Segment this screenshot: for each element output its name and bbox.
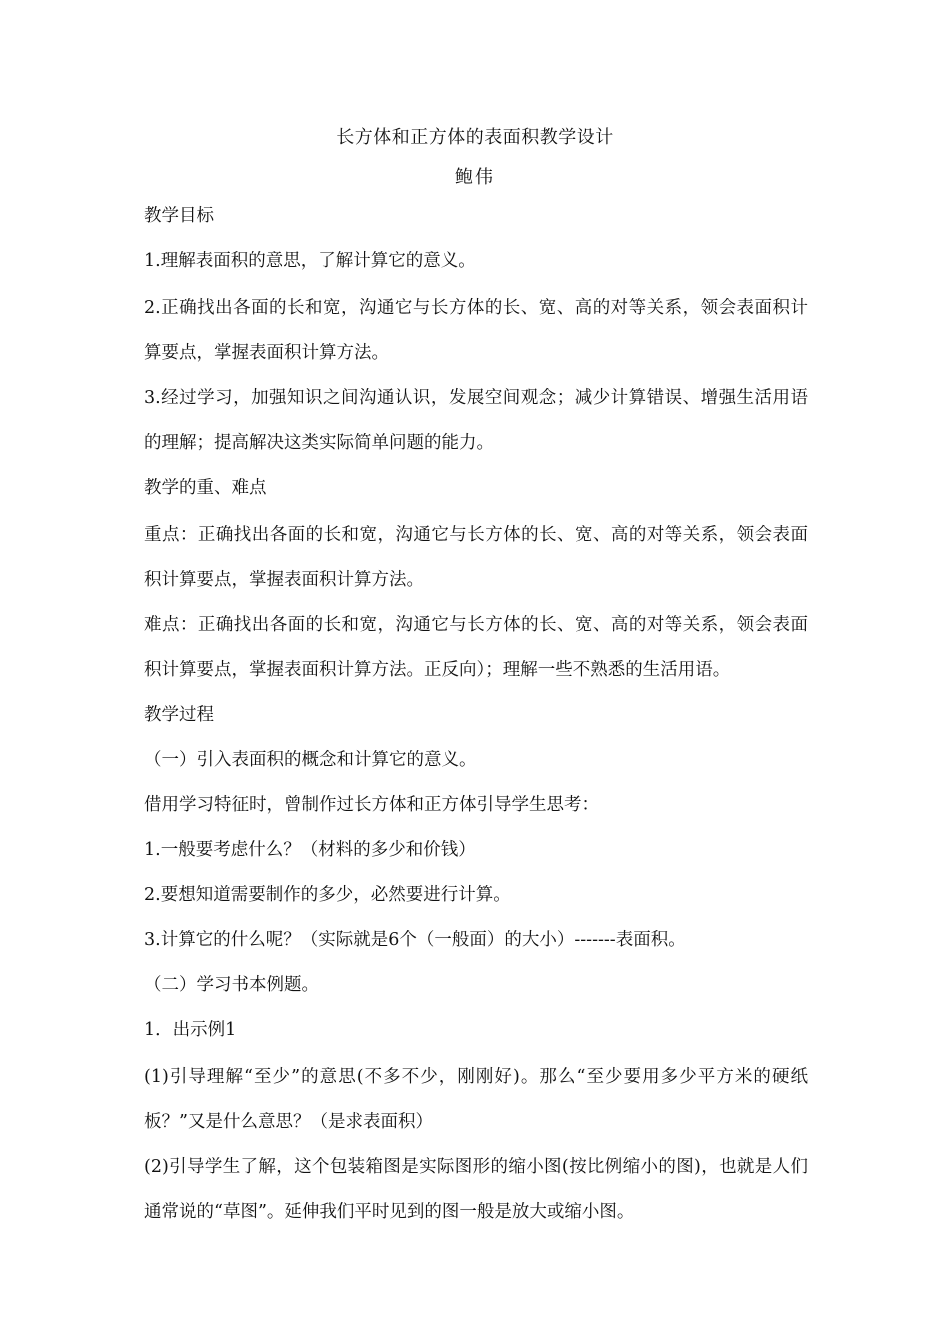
heading-key-difficult-points: 教学的重、难点 xyxy=(144,478,267,498)
goal-item-2: 2.正确找出各面的长和宽，沟通它与长方体的长、宽、高的对等关系，领会表面积计算要点，掌握表面积计算方法。 xyxy=(144,298,808,363)
document-author: 鲍伟 xyxy=(455,167,495,188)
process-item-1: 1.一般要考虑什么？（材料的多少和价钱） xyxy=(144,840,476,860)
example-step-2: (2)引导学生了解，这个包装箱图是实际图形的缩小图(按比例缩小的图)，也就是人们通常说的“草图”。延伸我们平时见到的图一般是放大或缩小图。 xyxy=(144,1157,808,1222)
heading-teaching-goals: 教学目标 xyxy=(144,206,214,226)
heading-teaching-process: 教学过程 xyxy=(144,705,214,725)
process-intro: 借用学习特征时，曾制作过长方体和正方体引导学生思考： xyxy=(144,795,599,815)
example-1-heading: 1．出示例1 xyxy=(144,1020,237,1040)
goal-item-1: 1.理解表面积的意思，了解计算它的意义。 xyxy=(144,251,476,271)
section-one-heading: （一）引入表面积的概念和计算它的意义。 xyxy=(144,750,477,770)
process-item-3: 3.计算它的什么呢？（实际就是6个（一般面）的大小）-------表面积。 xyxy=(144,930,686,950)
example-step-1: (1)引导理解“至少”的意思(不多不少，刚刚好)。那么“至少要用多少平方米的硬纸板？”又是什么意思？（是求表面积） xyxy=(144,1067,808,1132)
process-item-2: 2.要想知道需要制作的多少，必然要进行计算。 xyxy=(144,885,511,905)
goal-item-3: 3.经过学习，加强知识之间沟通认识，发展空间观念；减少计算错误、增强生活用语的理解；提高解决这类实际简单问题的能力。 xyxy=(144,388,808,453)
key-point: 重点：正确找出各面的长和宽，沟通它与长方体的长、宽、高的对等关系，领会表面积计算要点，掌握表面积计算方法。 xyxy=(144,525,808,590)
document-body xyxy=(144,202,808,1235)
document-title: 长方体和正方体的表面积教学设计 xyxy=(336,127,614,148)
section-two-heading: （二）学习书本例题。 xyxy=(144,975,319,995)
difficult-point: 难点：正确找出各面的长和宽，沟通它与长方体的长、宽、高的对等关系，领会表面积计算要点，掌握表面积计算方法。正反向）；理解一些不熟悉的生活用语。 xyxy=(144,615,808,680)
